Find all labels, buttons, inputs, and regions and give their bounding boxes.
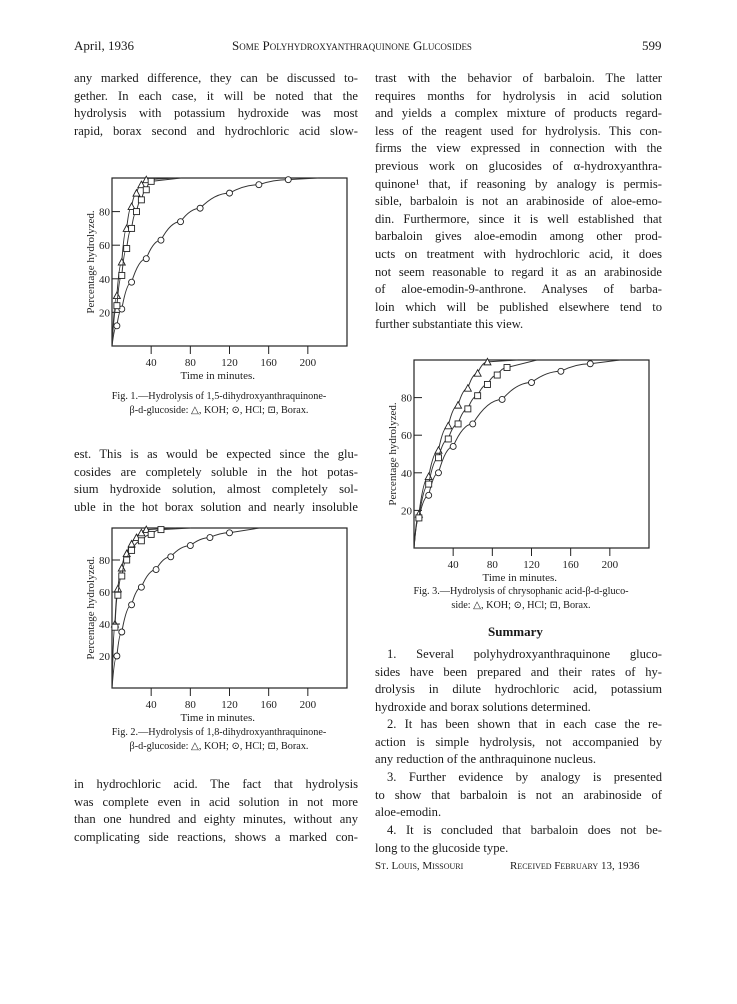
- data-point-borax: [114, 303, 120, 309]
- text-line: 2. It has been shown that in each case the re-: [387, 717, 662, 731]
- x-axis-label: Time in minutes.: [180, 712, 255, 724]
- data-point-koh: [474, 370, 481, 377]
- data-point-borax: [494, 372, 500, 378]
- footer-location: St. Louis, Missouri: [375, 860, 464, 872]
- data-point-borax: [119, 573, 125, 579]
- data-point-hcl: [285, 177, 291, 183]
- data-point-borax: [484, 381, 490, 387]
- text-line: requires months for hydrolysis in acid solution: [375, 88, 662, 103]
- page-number: 599: [642, 38, 662, 53]
- x-axis-label: Time in minutes.: [180, 370, 255, 382]
- series-line-borax: [414, 360, 537, 548]
- x-tick-label: 120: [221, 699, 238, 711]
- text-line: barbaloin gives aloe-emodin among other prod-: [375, 229, 662, 244]
- left-para-3: [74, 776, 358, 846]
- y-axis-label: Percentage hydrolyzed.: [85, 556, 97, 660]
- text-line: 1. Several polyhydroxyanthraquinone gluco-: [387, 647, 662, 661]
- y-axis-label: Percentage hydrolyzed.: [85, 210, 97, 314]
- text-line: any reduction of the anthraquinone nucleus.: [375, 752, 597, 767]
- data-point-borax: [138, 197, 144, 203]
- text-line: aloe-emodin.: [375, 805, 442, 820]
- text-line: est. This is as would be expected since the glu-: [74, 447, 358, 461]
- data-point-borax: [148, 178, 154, 184]
- data-point-borax: [115, 592, 121, 598]
- data-point-hcl: [138, 584, 144, 590]
- series-line-borax: [112, 528, 191, 688]
- y-tick-label: 20: [401, 505, 412, 518]
- running-title: Some Polyhydroxyanthraquinone Glucosides: [232, 38, 472, 53]
- text-line: gether. In each case, it will be noted that the: [74, 88, 358, 103]
- data-point-koh: [464, 385, 471, 392]
- text-line: less of the reagent used for hydrolysis. This con-: [375, 123, 662, 138]
- data-point-borax: [455, 421, 461, 427]
- figure-2-caption: [74, 726, 364, 753]
- data-point-borax: [124, 246, 130, 252]
- data-point-koh: [118, 259, 125, 266]
- data-point-borax: [445, 436, 451, 442]
- text-line: 4. It is concluded that barbaloin does not be-: [387, 823, 662, 837]
- data-point-hcl: [129, 602, 135, 608]
- data-point-hcl: [587, 361, 593, 367]
- x-tick-label: 40: [447, 559, 459, 571]
- data-point-hcl: [470, 421, 476, 427]
- x-tick-label: 80: [486, 559, 498, 571]
- data-point-hcl: [197, 205, 203, 211]
- footer-received: Received February 13, 1936: [510, 860, 640, 872]
- data-point-koh: [455, 402, 462, 409]
- text-line: 3. Further evidence by analogy is presented: [387, 770, 662, 784]
- text-line: quinone¹ that, if reasoning by analogy is permis-: [375, 176, 662, 191]
- x-tick-label: 80: [184, 357, 196, 369]
- text-line: in hydrochloric acid. The fact that hydrolysis: [74, 777, 358, 791]
- figure-3-caption: [375, 585, 667, 612]
- data-point-borax: [416, 515, 422, 521]
- data-point-borax: [129, 547, 135, 553]
- text-line: hydroxide and borax solutions determined.: [375, 699, 591, 714]
- data-point-hcl: [114, 323, 120, 329]
- data-point-borax: [124, 557, 130, 563]
- text-line: than one hundred and eighty minutes, without any: [74, 812, 358, 827]
- figure-3-chart: [382, 352, 662, 584]
- text-line: and yields a complex mixture of products regard-: [375, 106, 662, 121]
- x-tick-label: 200: [299, 357, 317, 369]
- text-line: further substantiate this view.: [375, 317, 524, 332]
- y-tick-label: 60: [401, 430, 412, 443]
- y-tick-label: 80: [99, 206, 110, 219]
- data-point-hcl: [426, 492, 432, 498]
- data-point-borax: [475, 393, 481, 399]
- series-line-hcl: [414, 360, 620, 548]
- data-point-hcl: [256, 182, 262, 188]
- text-line: sium hydroxide solution, almost completely sol-: [74, 482, 358, 497]
- data-point-hcl: [158, 237, 164, 243]
- text-line: was complete even in acid solution in not more: [74, 794, 358, 809]
- x-tick-label: 160: [562, 559, 579, 571]
- x-tick-label: 40: [145, 357, 157, 369]
- y-tick-label: 60: [99, 587, 110, 599]
- summary-item-1: [375, 646, 662, 716]
- y-tick-label: 40: [401, 467, 412, 480]
- data-point-hcl: [450, 443, 456, 449]
- data-point-borax: [504, 365, 510, 371]
- x-tick-label: 120: [523, 559, 540, 571]
- text-line: loin which will be published elsewhere tend to: [375, 299, 662, 314]
- x-axis-label: Time in minutes.: [482, 572, 557, 584]
- caption-line: β-d-glucoside: △, KOH; ⊙, HCl; ⊡, Borax.: [129, 404, 309, 416]
- y-tick-label: 20: [99, 651, 110, 663]
- y-tick-label: 60: [99, 240, 110, 253]
- text-line: firms the view expressed in connection with the: [375, 141, 662, 156]
- y-tick-label: 80: [99, 555, 110, 567]
- data-point-borax: [129, 225, 135, 231]
- text-line: to show that barbaloin is not an arabinoside of: [375, 787, 662, 802]
- data-point-koh: [113, 292, 120, 299]
- text-line: previous work on glucosides of α-hydroxyanthra-: [375, 158, 662, 173]
- text-line: any marked difference, they can be discussed to-: [74, 71, 358, 85]
- data-point-borax: [112, 624, 118, 630]
- y-tick-label: 80: [401, 392, 412, 405]
- text-line: hydrolysis with potassium hydroxide was most: [74, 106, 358, 121]
- data-point-borax: [426, 481, 432, 487]
- data-point-borax: [465, 406, 471, 412]
- summary-item-2: [375, 716, 662, 769]
- data-point-hcl: [529, 380, 535, 386]
- header-date: April, 1936: [74, 38, 134, 53]
- data-point-hcl: [558, 368, 564, 374]
- data-point-hcl: [143, 256, 149, 262]
- text-line: long to the glucoside type.: [375, 840, 509, 855]
- text-line: complicating side reactions, shows a marked con-: [74, 829, 358, 844]
- data-point-koh: [133, 190, 140, 197]
- data-point-borax: [138, 538, 144, 544]
- text-line: sible, barbaloin is not an arabinoside of aloe-emo-: [375, 194, 662, 209]
- plot-frame: [112, 178, 347, 346]
- text-line: ucts on treatment with hydrochloric acid, it does: [375, 246, 662, 261]
- right-para-1: [375, 70, 662, 334]
- y-tick-label: 40: [99, 619, 110, 631]
- text-line: uble in the hot borax solution and nearly insoluble: [74, 499, 358, 514]
- text-line: cosides are completely soluble in the hot potas-: [74, 464, 358, 479]
- data-point-borax: [143, 187, 149, 193]
- text-line: din. Furthermore, since it is well established that: [375, 211, 662, 226]
- data-point-borax: [158, 527, 164, 533]
- left-para-1: [74, 70, 358, 140]
- figure-2-chart: [80, 520, 360, 725]
- figure-1-chart: [80, 170, 360, 385]
- caption-line: Fig. 3.—Hydrolysis of chrysophanic acid-β-d-gluco-: [413, 586, 629, 597]
- text-line: sides have been prepared and their rates of hy-: [375, 664, 662, 679]
- caption-line: side: △, KOH; ⊙, HCl; ⊡, Borax.: [451, 599, 591, 611]
- data-point-borax: [435, 455, 441, 461]
- data-point-hcl: [114, 653, 120, 659]
- x-tick-label: 40: [145, 699, 157, 711]
- data-point-hcl: [227, 530, 233, 536]
- data-point-koh: [445, 422, 452, 429]
- left-para-2: [74, 446, 358, 516]
- caption-line: Fig. 1.—Hydrolysis of 1,5-dihydroxyanthraquinone-: [111, 391, 327, 402]
- text-line: trast with the behavior of barbaloin. The latter: [375, 71, 662, 85]
- data-point-borax: [133, 209, 139, 215]
- summary-item-4: [375, 822, 662, 857]
- plot-frame: [414, 360, 649, 548]
- data-point-hcl: [168, 554, 174, 560]
- data-point-hcl: [119, 629, 125, 635]
- data-point-hcl: [153, 567, 159, 573]
- x-tick-label: 120: [221, 357, 238, 369]
- summary-heading: Summary: [488, 624, 543, 639]
- plot-frame: [112, 528, 347, 688]
- data-point-hcl: [435, 470, 441, 476]
- x-tick-label: 200: [299, 699, 317, 711]
- text-line: drolysis in dilute hydrochloric acid, potassium: [375, 682, 662, 697]
- x-tick-label: 200: [601, 559, 619, 571]
- text-line: of aloe-emodin-9-anthrone. Analyses of barba-: [375, 282, 662, 297]
- x-tick-label: 160: [260, 357, 277, 369]
- x-tick-label: 160: [260, 699, 277, 711]
- data-point-hcl: [499, 396, 505, 402]
- y-tick-label: 40: [99, 273, 110, 286]
- caption-line: Fig. 2.—Hydrolysis of 1,8-dihydroxyanthraquinone-: [111, 727, 327, 738]
- caption-line: β-d-glucoside: △, KOH; ⊙, HCl; ⊡, Borax.: [129, 740, 309, 752]
- series-line-koh: [112, 528, 176, 688]
- x-tick-label: 80: [184, 699, 196, 711]
- text-line: action is simple hydrolysis, not accompanied by: [375, 734, 662, 749]
- data-point-hcl: [207, 535, 213, 541]
- data-point-hcl: [187, 543, 193, 549]
- data-point-hcl: [227, 190, 233, 196]
- y-axis-label: Percentage hydrolyzed.: [387, 402, 399, 506]
- data-point-borax: [119, 272, 125, 278]
- text-line: not seem reasonable to regard it as an arabinoside: [375, 264, 662, 279]
- text-line: rapid, borax second and hydrochloric acid slow-: [74, 123, 358, 138]
- y-tick-label: 20: [99, 307, 110, 320]
- data-point-hcl: [178, 219, 184, 225]
- figure-1-caption: [74, 390, 364, 417]
- summary-item-3: [375, 769, 662, 822]
- data-point-hcl: [129, 279, 135, 285]
- data-point-borax: [148, 531, 154, 537]
